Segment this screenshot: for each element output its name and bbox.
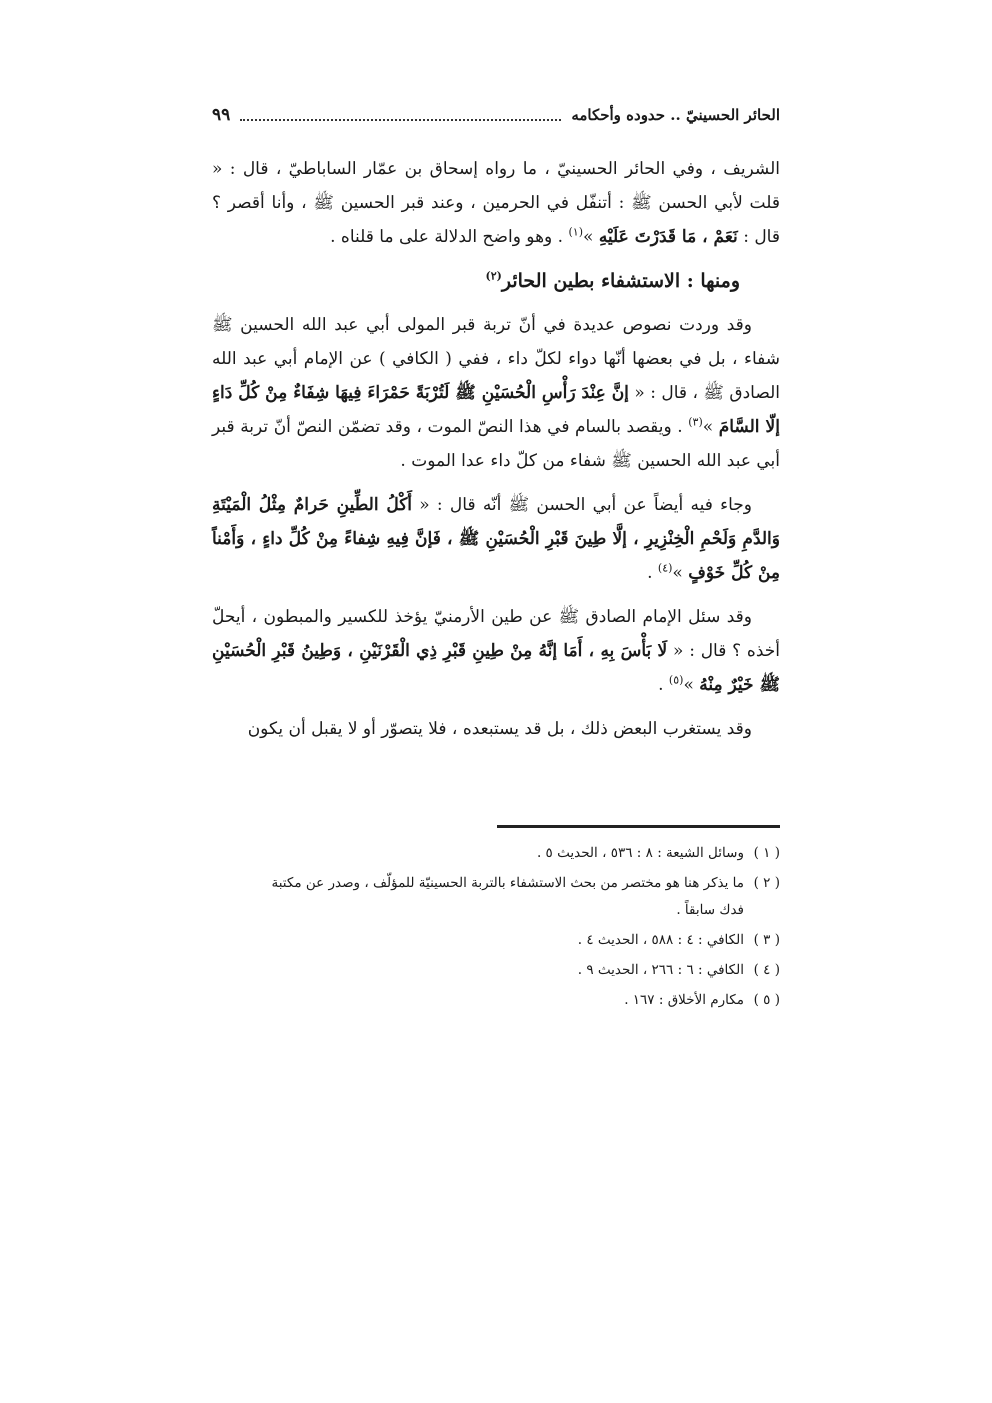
footnote-item — [212, 927, 780, 954]
paragraph-1 — [212, 152, 780, 254]
paragraph-2 — [212, 308, 780, 478]
quote-close: » — [583, 227, 599, 247]
paragraph-text: . — [647, 563, 658, 583]
footnote-item — [212, 870, 780, 924]
footnote-item — [212, 987, 780, 1014]
running-header — [212, 100, 780, 130]
footnote-text: وسائل الشيعة : ٨ : ٥٣٦ ، الحديث ٥ . — [536, 845, 744, 861]
footnote-ref-1[interactable]: (١) — [568, 225, 583, 239]
header-title: الحائر الحسينيّ .. حدوده وأحكامه — [571, 106, 780, 124]
footnote-ref-4[interactable]: (٤) — [657, 561, 673, 575]
quote-text: إنَّ عِنْدَ رَأْسِ الْحُسَيْنِ ﷺ لَتُرْبَةً حَمْرَاءَ فِيهَا شِفَاءٌ مِنْ كُلِّ دَاءٍ إلّا السَّامَ — [212, 383, 780, 437]
paragraph-text: . — [658, 675, 669, 695]
footnote-number: ( ٤ ) — [753, 962, 780, 978]
paragraph-text: وجاء فيه أيضاً عن أبي الحسن ﷺ أنّه قال : « — [412, 495, 752, 515]
footnote-number: ( ٣ ) — [753, 932, 780, 948]
footnote-item — [212, 957, 780, 984]
footnote-text: ما يذكر هنا هو مختصر من بحث الاستشفاء بالتربة الحسينيّة للمؤلّف ، وصدر عن مكتبة — [271, 875, 744, 891]
footnote-ref-3[interactable]: (٣) — [688, 415, 703, 429]
footnote-number: ( ١ ) — [753, 845, 780, 861]
quote-close: » — [702, 417, 719, 437]
quote-text: لَا بَأْسَ بِهِ ، أَمَا إنَّهُ مِنْ طِينِ قَبْرِ ذِي الْقَرْنَيْنِ ، وَطِينُ قَبْرِ الْحُسَيْنِ ﷺ خَيْرٌ مِنْهُ — [212, 641, 780, 695]
footnote-separator — [497, 825, 780, 828]
footnote-ref-5[interactable]: (٥) — [668, 673, 684, 687]
quote-close: » — [683, 675, 700, 695]
footnote-number: ( ٢ ) — [753, 875, 780, 891]
paragraph-text: . ويقصد بالسام في هذا النصّ الموت ، وقد تضمّن النصّ أنّ تربة قبر أبي عبد الله الحسين ﷺ شفاء من كلّ داء عدا الموت . — [212, 417, 780, 471]
footnote-text: مكارم الأخلاق : ١٦٧ . — [624, 992, 744, 1008]
main-text — [212, 152, 780, 756]
quote-text: نَعَمْ ، مَا قَدَرْتَ عَلَيْهِ — [598, 227, 738, 247]
paragraph-4 — [212, 600, 780, 702]
footnotes — [212, 840, 780, 1017]
footnote-item — [212, 840, 780, 867]
section-heading — [212, 264, 740, 298]
page-number: ٩٩ — [212, 105, 231, 125]
paragraph-text: . وهو واضح الدلالة على ما قلناه . — [330, 227, 569, 247]
footnote-text: الكافي : ٤ : ٥٨٨ ، الحديث ٤ . — [577, 932, 744, 948]
footnote-ref-2[interactable]: (٢) — [485, 269, 502, 283]
paragraph-text: الشريف ، وفي الحائر الحسينيّ ، ما رواه إسحاق بن عمّار الساباطيّ ، قال : « قلت لأبي الحسن ﷺ : أتنفّل في الحرمين ، وعند قبر الحسين ﷺ ، وأنا أقصر ؟ قال : — [212, 159, 780, 247]
paragraph-text: وقد وردت نصوص عديدة في أنّ تربة قبر المولى أبي عبد الله الحسين ﷺ شفاء ، بل في بعضها أنّها دواء لكلّ داء ، ففي ( الكافي ) عن الإمام أبي عبد الله الصادق ﷺ ، قال : « — [212, 315, 780, 403]
header-dot-leader — [240, 109, 561, 121]
footnote-text-continued: فدك سابقاً . — [676, 902, 744, 918]
paragraph-5: وقد يستغرب البعض ذلك ، بل قد يستبعده ، فلا يتصوّر أو لا يقبل أن يكون — [247, 719, 752, 739]
footnote-number: ( ٥ ) — [753, 992, 780, 1008]
paragraph-text: وقد سئل الإمام الصادق ﷺ عن طين الأرمنيّ يؤخذ للكسير والمبطون ، أيحلّ أخذه ؟ قال : « — [212, 607, 780, 661]
heading-text: ومنها : الاستشفاء بطين الحائر — [501, 270, 740, 292]
quote-close: » — [672, 563, 689, 583]
paragraph-3 — [212, 488, 780, 590]
footnote-text: الكافي : ٦ : ٢٦٦ ، الحديث ٩ . — [577, 962, 744, 978]
quote-text: أَكْلُ الطِّينِ حَرامٌ مِثْلُ الْمَيْتَةِ وَالدَّمِ وَلَحْمِ الْخِنْزِيرِ ، إلَّا طِينَ قَبْرِ الْحُسَيْنِ ﷺ ، فَإنَّ فِيهِ شِفاءً مِنْ كُلِّ داءٍ ، وَأَمْناً مِنْ كُلِّ خَوْفٍ — [212, 495, 780, 583]
